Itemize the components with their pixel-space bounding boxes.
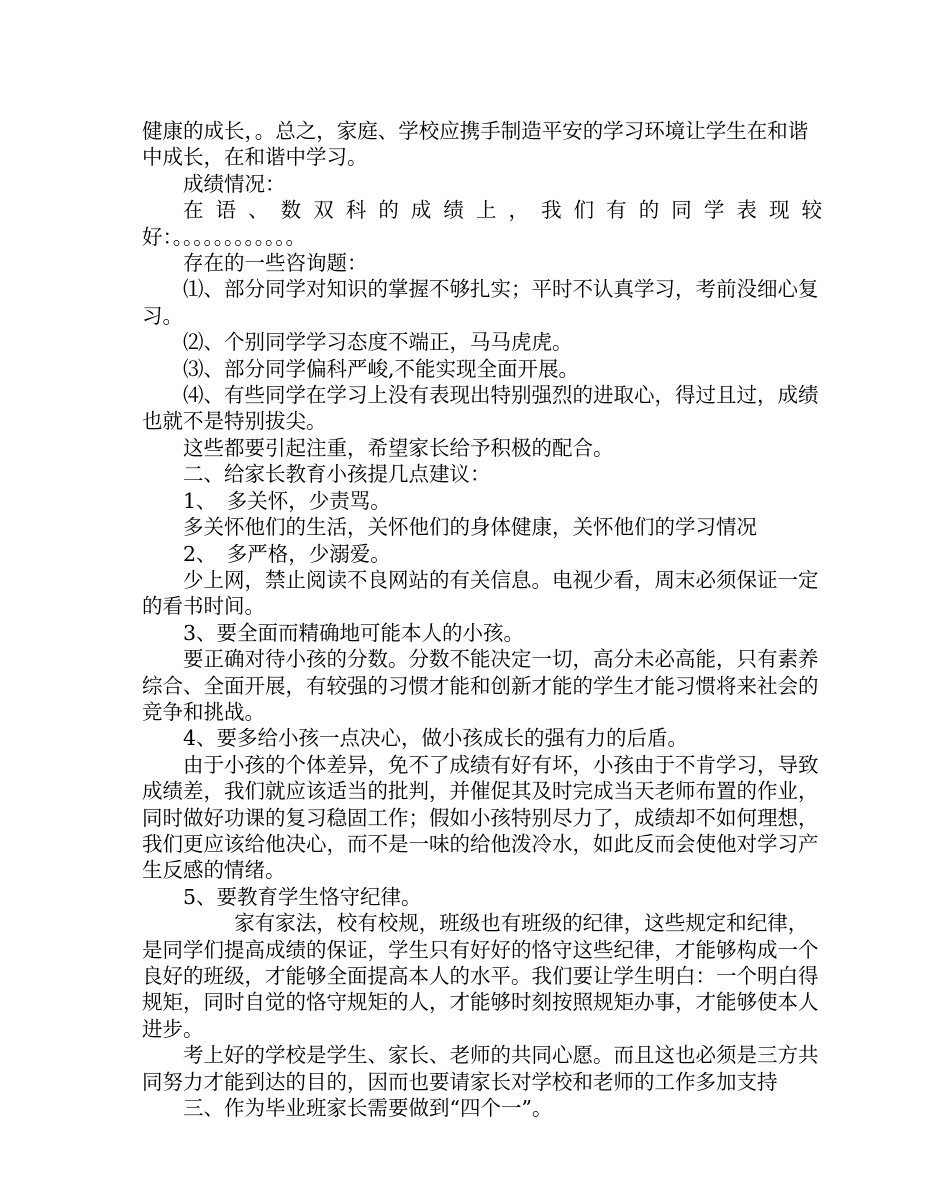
suggestion-5-title: 5、要教育学生恪守纪律。 xyxy=(183,884,422,909)
problem-item-1: ⑴、部分同学对知识的掌握不够扎实；平时不认真学习，考前没细心复习。 xyxy=(142,277,819,328)
suggestion-1-body: 多关怀他们的生活，关怀他们的身体健康，关怀他们的学习情况 xyxy=(183,515,757,540)
paragraph-closing-remarks: 健康的成长，。总之，家庭、学校应携手制造平安的学习环境让学生在和谐中成长，在和谐中学习。 xyxy=(142,119,809,170)
paragraph-attention-note: 这些都要引起注重，希望家长给予积极的配合。 xyxy=(183,435,614,460)
suggestion-1-title: 1、 多关怀，少责骂。 xyxy=(183,488,391,513)
problem-item-3: ⑶、部分同学偏科严峻,不能实现全面开展。 xyxy=(183,356,580,381)
suggestion-3-title: 3、要全面而精确地可能本人的小孩。 xyxy=(183,620,525,645)
suggestion-2-title: 2、 多严格，少溺爱。 xyxy=(183,541,391,566)
paragraph-grade-good: 好：。。。。。。。。。。。。 xyxy=(142,224,306,249)
suggestion-4-title: 4、要多给小孩一点决心，做小孩成长的强有力的后盾。 xyxy=(183,726,689,751)
suggestion-4-body: 由于小孩的个体差异，免不了成绩有好有坏，小孩由于不肯学习，导致成绩差，我们就应该适当的批判，并催促其及时完成当天老师布置的作业，同时做好功课的复习稳固工作；假如小孩特别尽力了，成绩却不如何理想，我们更应该给他决心，而不是一味的给他泼冷水，如此反而会使他对学习产生反感的情绪。 xyxy=(142,752,819,883)
paragraph-shared-goal: 考上好的学校是学生、家长、老师的共同心愿。而且这也必须是三方共同努力才能到达的目的，因而也要请家长对学校和老师的工作多加支持 xyxy=(142,1043,819,1094)
heading-existing-problems: 存在的一些咨询题： xyxy=(183,251,368,276)
problem-item-2: ⑵、个别同学学习态度不端正，马马虎虎。 xyxy=(183,330,573,355)
paragraph-grade-subjects: 在语、数双科的成绩上，我们有的同学表现较 xyxy=(183,198,822,223)
section-heading-suggestions: 二、给家长教育小孩提几点建议： xyxy=(183,462,491,487)
suggestion-3-body: 要正确对待小孩的分数。分数不能决定一切，高分未必高能，只有素养综合、全面开展，有较强的习惯才能和创新才能的学生才能习惯将来社会的竞争和挑战。 xyxy=(142,647,819,724)
suggestion-5-body: 家有家法，校有校规，班级也有班级的纪律，这些规定和纪律，是同学们提高成绩的保证，学生只有好好的恪守这些纪律，才能够构成一个良好的班级，才能够全面提高本人的水平。我们要让学生明白：一个明白得规矩，同时自觉的恪守规矩的人，才能够时刻按照规矩办事，才能够使本人进步。 xyxy=(142,911,819,1041)
section-heading-four-ones: 三、作为毕业班家长需要做到“四个一”。 xyxy=(183,1096,553,1121)
heading-grade-situation: 成绩情况： xyxy=(183,171,286,196)
problem-item-4: ⑷、有些同学在学习上没有表现出特别强烈的进取心，得过且过，成绩也就不是特别拔尖。 xyxy=(142,383,819,434)
suggestion-2-body: 少上网，禁止阅读不良网站的有关信息。电视少看，周末必须保证一定的看书时间。 xyxy=(142,567,819,619)
document-body xyxy=(142,118,822,1121)
